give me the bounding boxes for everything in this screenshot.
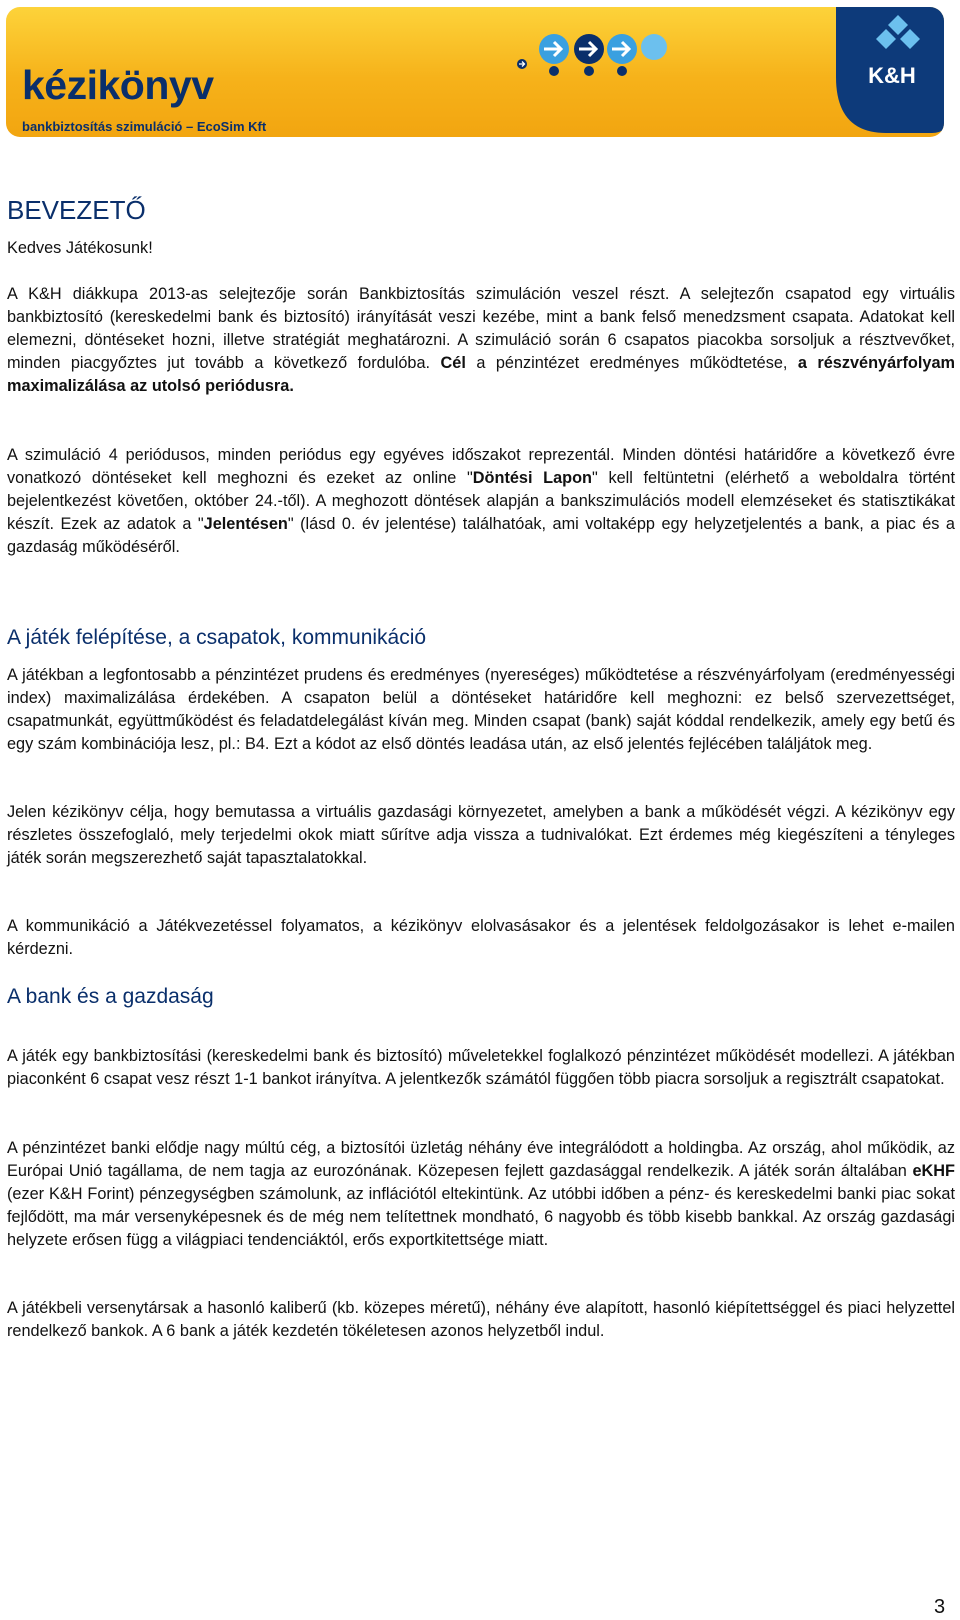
greeting: Kedves Játékosunk! xyxy=(7,239,153,257)
section-heading-game-structure: A játék felépítése, a csapatok, kommunikáció xyxy=(7,626,427,649)
section-heading-bank-economy: A bank és a gazdaság xyxy=(7,985,214,1008)
manual-subtitle: bankbiztosítás szimuláció – EcoSim Kft xyxy=(22,119,267,134)
intro-paragraph-1: A K&H diákkupa 2013-as selejtezője során Bankbiztosítás szimuláción veszel részt. A selejtezőn csapatod egy virtuális bankbiztosító (kereskedelmi bank és biztosító) irányítását veszi kezébe, mint a bank felső menedzsment csapata. Adatokat kell elemezni, döntéseket hozni, illetve stratégiát meghatározni. A szimuláció során 6 csapatos piacokba sorsoljuk a résztvevőket, minden piacgyőztes jut tovább a következő fordulóba. Cél a pénzintézet eredményes működtetése, a részvényárfolyam maximalizálása az utolsó periódusra. xyxy=(7,285,955,395)
logo-text: K&H xyxy=(868,63,916,88)
intro-paragraph-2: A szimuláció 4 periódusos, minden periódus egy egyéves időszakot reprezentál. Minden döntési határidőre a következő évre vonatkozó döntéseket kell meghozni és ezeket az online "Döntési Lapon" kell feltüntetni (elérhető a weboldalra történt bejelentkezést követően, október 24.-től). A meghozott döntések alapján a bankszimulációs modell elemzéseket és statisztikákat készít. Ezek az adatok a "Jelentésen" (lásd 0. év jelentése) találhatóak, ami voltaképp egy helyzetjelentés a bank, a piac és a gazdaság működéséről. xyxy=(7,446,955,556)
small-arrow-icon xyxy=(617,66,627,76)
page-number: 3 xyxy=(934,1596,946,1618)
kh-logo xyxy=(836,7,944,133)
strategy-badge-icon xyxy=(641,34,667,60)
small-arrow-icon xyxy=(584,66,594,76)
arrow-icons xyxy=(514,27,694,77)
bank-economy-paragraph-3: A játékbeli versenytársak a hasonló kaliberű (kb. közepes méretű), néhány éve alapított, hasonló kiépítettséggel és piaci helyzettel rendelkező bankok. A 6 bank a játék kezdetén tökéletesen azonos helyzetből indul. xyxy=(7,1299,955,1340)
game-structure-paragraph-3: A kommunikáció a Játékvezetéssel folyamatos, a kézikönyv elolvasásakor és a jelentések feldolgozásakor is lehet e-mailen kérdezni. xyxy=(7,917,955,958)
intro-heading: BEVEZETŐ xyxy=(7,195,146,225)
game-structure-paragraph-2: Jelen kézikönyv célja, hogy bemutassa a virtuális gazdasági környezetet, amelyben a bank a működését végzi. A kézikönyv egy részletes összefoglaló, mely terjedelmi okok miatt sűrítve adja vissza a tudnivalókat. Ezt érdemes még kiegészíteni a tényleges játék során megszerezhető saját tapasztalatokkal. xyxy=(7,803,955,867)
bank-economy-paragraph-2: A pénzintézet banki elődje nagy múltú cég, a biztosítói üzletág néhány éve integrálódott a holdingba. Az ország, ahol működik, az Európai Unió tagállama, de nem tagja az eurozónának. Közepesen fejlett gazdasággal rendelkezik. A játék során általában eKHF (ezer K&H Forint) pénzegységben számolunk, az inflációtól eltekintünk. Az utóbbi időben a pénz- és kereskedelmi banki piac sokat fejlődött, ma már versenyképesnek és de még nem telítettnek mondható, 6 nagyobb és több kisebb bankkal. Az ország gazdasági helyzete erősen függ a világpiaci tendenciáktól, erős exportkitettsége miatt. xyxy=(7,1139,955,1249)
header-banner xyxy=(6,7,944,137)
small-arrow-icon xyxy=(549,66,559,76)
manual-title: kézikönyv xyxy=(22,62,214,108)
bank-economy-paragraph-1: A játék egy bankbiztosítási (kereskedelmi bank és biztosító) műveletekkel foglalkozó pénzintézet működését modellezi. A játékban piaconként 6 csapat vesz részt 1-1 bankot irányítva. A jelentkezők számától függően több piacra sorsoljuk a regisztrált csapatokat. xyxy=(7,1047,955,1088)
game-structure-paragraph-1: A játékban a legfontosabb a pénzintézet prudens és eredményes (nyereséges) működtetése a részvényárfolyam (eredményességi index) maximalizálása érdekében. A csapaton belül a döntéseket határidőre kell meghozni: ez belső szervezettséget, csapatmunkát, együttműködést és feladatdelegálást kíván meg. Minden csapat (bank) saját kóddal rendelkezik, amely egy betű és egy szám kombinációja lesz, pl.: B4. Ezt a kódot az első döntés leadása után, az első jelentés fejlécében találjátok meg. xyxy=(7,666,955,753)
